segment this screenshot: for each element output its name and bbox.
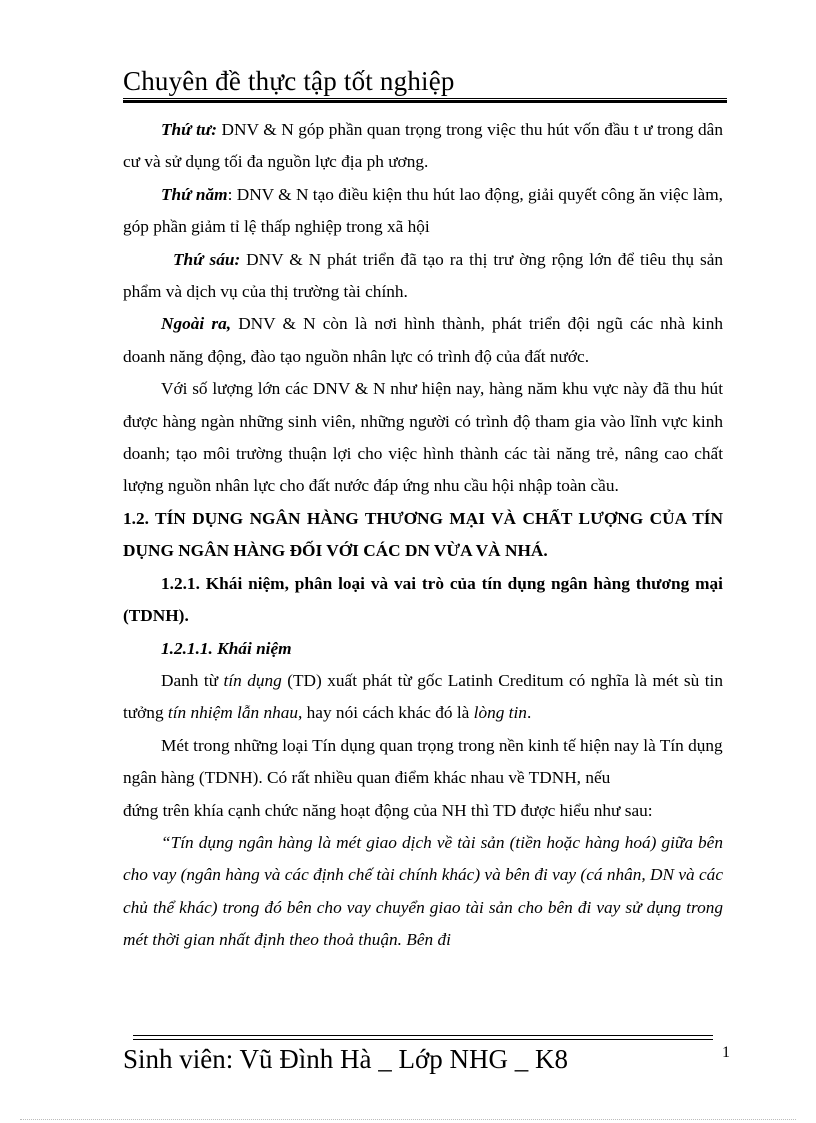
paragraph-thu-sau: Thứ sáu: DNV & N phát triển đã tạo ra thị trư ờng rộng lớn để tiêu thụ sản phẩm và dịch vụ của thị trường tài chính. xyxy=(123,249,723,302)
footer-rule-bottom xyxy=(133,1039,713,1040)
page-header-title: Chuyên đề thực tập tốt nghiệp xyxy=(123,66,455,96)
section-heading-1-2-1-1: 1.2.1.1. Khái niệm xyxy=(161,638,292,658)
paragraph-tdnh: Mét trong những loại Tín dụng quan trọng trong nền kinh tế hiện nay là Tín dụng ngân hàng (TDNH). Có rất nhiều quan điểm khác nhau về TDNH, nếu xyxy=(123,735,723,788)
paragraph-thu-nam: Thứ năm: DNV & N tạo điều kiện thu hút lao động, giải quyết công ăn việc làm, góp phần giảm tỉ lệ thấp nghiệp trong xã hội xyxy=(123,184,723,237)
section-heading-1-2-1: 1.2.1. Khái niệm, phân loại và vai trò của tín dụng ngân hàng thương mại (TDNH). xyxy=(123,573,723,626)
page-bottom-border xyxy=(20,1119,796,1120)
paragraph-danh-tu: Danh từ tín dụng (TD) xuất phát từ gốc Latinh Creditum có nghĩa là mét sù tin tưởng tín nhiệm lẫn nhau, hay nói cách khác đó là lòng tin. xyxy=(123,670,723,723)
paragraph-so-luong: Với số lượng lớn các DNV & N như hiện nay, hàng năm khu vực này đã thu hút được hàng ngàn những sinh viên, những người có trình độ tham gia vào lĩnh vực kinh doanh; tạo môi trường thuận lợi cho việc hình thành các tài năng trẻ, nâng cao chất lượng nguồn nhân lực cho đất nước đáp ứng nhu cầu hội nhập toàn cầu. xyxy=(123,379,723,496)
footer-student-info: Sinh viên: Vũ Đình Hà _ Lớp NHG _ K8 xyxy=(123,1044,569,1074)
paragraph-thu-tu: Thứ tư: DNV & N góp phần quan trọng trong việc thu hút vốn đầu t ư trong dân cư và sử dụng tối đa nguồn lực địa ph ương. xyxy=(123,120,723,172)
header-rule-thin xyxy=(123,98,727,99)
paragraph-dinh-nghia-quote: “Tín dụng ngân hàng là mét giao dịch về tài sản (tiền hoặc hàng hoá) giữa bên cho vay (ngân hàng và các định chế tài chính khác) và bên đi vay (cá nhân, DN và các chủ thể khác) trong đó bên cho vay chuyển giao tài sản cho bên đi vay sử dụng trong mét thời gian nhất định theo thoả thuận. Bên đi xyxy=(123,832,723,950)
page-number: 1 xyxy=(722,1044,730,1061)
paragraph-chuc-nang: đứng trên khía cạnh chức năng hoạt động của NH thì TD được hiểu như sau: xyxy=(123,800,653,820)
paragraph-ngoai-ra: Ngoài ra, DNV & N còn là nơi hình thành, phát triển đội ngũ các nhà kinh doanh năng động, đào tạo nguồn nhân lực có trình độ của đất nước. xyxy=(123,314,723,366)
section-heading-1-2: 1.2. TÍN DỤNG NGÂN HÀNG THƯƠNG MẠI VÀ CHẤT LƯỢNG CỦA TÍN DỤNG NGÂN HÀNG ĐỐI VỚI CÁC DN VỪA VÀ NHÁ. xyxy=(123,508,723,561)
document-body xyxy=(123,114,723,957)
footer-rule-top xyxy=(133,1035,713,1036)
header-rule-thick xyxy=(123,100,727,103)
